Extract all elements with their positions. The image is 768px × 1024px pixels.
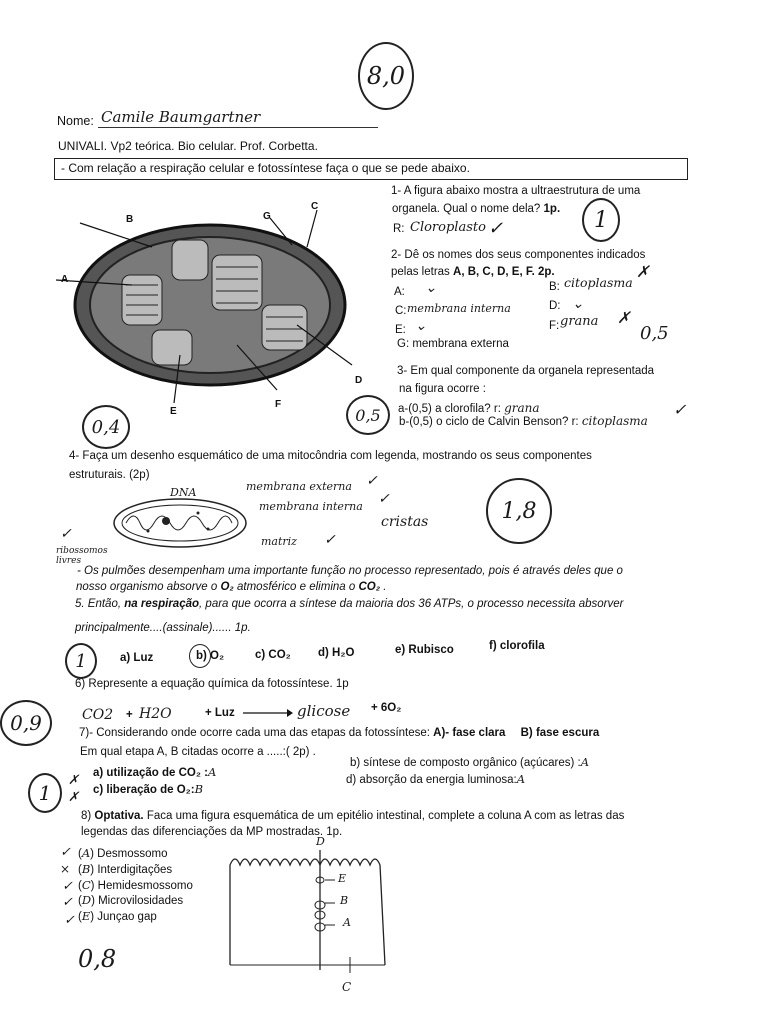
name-label: Nome: (57, 114, 94, 128)
q8-mark-3: ✓ (62, 879, 73, 894)
q4-line2: estruturais. (2p) (69, 469, 150, 481)
instruction-text: - Com relação a respiração celular e fotossíntese faça o que se pede abaixo. (61, 161, 470, 175)
q2-figure-score-value: 0,4 (91, 416, 121, 438)
q2-f-label: F: (549, 320, 560, 332)
q1-score-value: 1 (594, 207, 608, 233)
fig1-label-a: A (61, 274, 69, 285)
q6-title: 6) Represente a equação química da fotossíntese. 1p (75, 678, 349, 690)
passage-line1: - Os pulmões desempenham uma importante função no processo representado, pois é através deles que o (77, 565, 623, 577)
epithelium-label-c: C (342, 980, 352, 994)
q2-c-answer: membrana interna (407, 302, 511, 315)
q4-score-value: 1,8 (501, 498, 537, 524)
q1-score (582, 198, 620, 242)
q4-label-cristae: cristas (381, 514, 429, 530)
name-underline (98, 127, 378, 128)
q2-c-label: C: (395, 305, 407, 317)
q8-item-3: (C) Hemidesmossomo (78, 878, 193, 892)
q7-d (346, 772, 525, 786)
q3-score (346, 395, 390, 435)
q8-item-4: (D) Microvilosidades (78, 893, 184, 907)
q6-glucose: glicose (297, 702, 351, 720)
passage-co2: CO₂ (358, 581, 381, 593)
q3-line2: na figura ocorre : (399, 383, 486, 395)
q4-line1: 4- Faça um desenho esquemático de uma mitocôndria com legenda, mostrando os seus componentes (69, 450, 592, 462)
q5-bold: na respiração (124, 598, 200, 610)
q3-a-label: a-(0,5) a clorofila? r: (398, 403, 501, 415)
q2-d-mark: ⌄ (572, 296, 584, 312)
q1-answer-label: R: (393, 223, 405, 235)
q4-checkmark-4: ✓ (60, 526, 72, 542)
student-name: Camile Baumgartner (101, 108, 261, 126)
q6-arrow (243, 708, 293, 718)
q4-label-matrix: matriz (261, 535, 297, 548)
q4-label-dna: DNA (170, 486, 197, 499)
q8-mark-4: ✓ (62, 895, 73, 910)
q7-c-text: c) liberação de O₂: (93, 784, 195, 796)
q5-line2: principalmente....(assinale)...... 1p. (75, 622, 251, 634)
fig1-label-c: C (311, 201, 319, 212)
q2-b-answer: citoplasma (564, 275, 633, 290)
q2-line2 (391, 266, 555, 278)
q8-item-3-letter: C (81, 878, 91, 892)
q1-checkmark: ✓ (488, 218, 504, 239)
q3-line1: 3- Em qual componente da organela representada (397, 365, 655, 377)
q6-luz: + Luz (205, 707, 235, 719)
q8-item-5-text: ) Junçao gap (90, 911, 157, 923)
q5-line1 (75, 598, 623, 610)
passage-line2 (76, 581, 386, 593)
q8-item-1-letter: A (81, 846, 91, 860)
q6-co2: CO2 (82, 707, 114, 723)
q2-e-mark: ⌄ (415, 318, 427, 334)
q7-c-answer: B (194, 782, 204, 796)
q2-letters: A, B, C, D, E, F. 2p. (453, 266, 555, 278)
total-grade-value: 8,0 (366, 62, 406, 90)
q4-checkmark-1: ✓ (366, 473, 378, 489)
q6-score-value: 0,9 (10, 711, 42, 735)
q8-line2: legendas das diferenciações da MP mostradas. 1p. (81, 826, 343, 838)
q8-item-2-text: ) Interdigitações (90, 864, 173, 876)
fig1-label-b: B (126, 214, 134, 225)
epithelium-drawing (225, 845, 395, 975)
q7-phase-b: B) fase escura (520, 727, 600, 739)
q7-a-answer: A (208, 765, 217, 779)
instruction-box (54, 158, 688, 180)
q8-mark-2: × (60, 862, 71, 876)
passage-line2-text: nosso organismo absorve o (76, 581, 221, 593)
q8-mark-5: ✓ (64, 913, 75, 928)
q5-score (65, 643, 97, 679)
q3-checkmark: ✓ (673, 400, 687, 419)
q7-mark-a: ✗ (68, 773, 79, 788)
q1-answer: Cloroplasto (410, 220, 486, 235)
passage-line2-end: . (380, 581, 387, 593)
q7-score (28, 773, 62, 813)
q5-option-b-circle (189, 644, 211, 668)
q3-a-answer: grana (504, 401, 540, 415)
q1-points: 1p. (543, 203, 561, 215)
epithelium-label-a: A (343, 916, 351, 929)
q7-b (350, 755, 589, 769)
q2-d-label: D: (549, 300, 561, 312)
q5-line1-text: 5. Então, (75, 598, 125, 610)
q2-a-mark: ⌄ (425, 280, 437, 296)
q5-line1-post: , para que ocorra a síntese da maioria dos 36 ATPs, o processo necessita absorver (199, 598, 624, 610)
q8-item-1: (A) Desmossomo (78, 846, 168, 860)
passage-line2-mid: atmosférico e elimina o (233, 581, 359, 593)
q6-h2o: H2O (139, 706, 172, 722)
q3-b-label: b-(0,5) o ciclo de Calvin Benson? r: (399, 416, 579, 428)
mitochondria-drawing (108, 495, 258, 555)
q1-line2-text: organela. Qual o nome dela? (392, 203, 544, 215)
q2-f-mark: ✗ (617, 308, 631, 327)
fig1-label-e: E (170, 406, 177, 417)
q3-a (398, 401, 540, 415)
q5-option-b: b) O₂ (196, 650, 225, 662)
q2-b-label: B: (549, 281, 560, 293)
q4-checkmark-2: ✓ (378, 491, 390, 507)
q3-score-value: 0,5 (355, 405, 381, 425)
q7-line1-text: 7)- Considerando onde ocorre cada uma das etapas da fotossíntese: (79, 727, 434, 739)
q8-mark-1: ✓ (60, 845, 71, 860)
fig1-label-g: G (263, 211, 271, 222)
q4-score (486, 478, 552, 544)
q8-item-1-text: ) Desmossomo (90, 848, 168, 860)
q2-f-answer: grana (560, 314, 599, 329)
q7-d-text: d) absorção da energia luminosa: (346, 774, 517, 786)
q1-line2 (392, 203, 560, 215)
q2-score: 0,5 (640, 323, 669, 344)
q8-item-2-letter: B (81, 862, 91, 876)
q4-label-outer: membrana externa (246, 480, 352, 493)
q3-b (399, 414, 648, 428)
epithelium-label-d: D (316, 835, 325, 848)
q7-score-value: 1 (38, 781, 52, 805)
total-grade (358, 42, 414, 110)
q8-optional: Optativa. (94, 810, 144, 822)
q8-score: 0,8 (78, 945, 117, 973)
q2-e-label: E: (395, 324, 406, 336)
q2-line2-text: pelas letras (391, 266, 454, 278)
q7-b-answer: A (580, 755, 590, 769)
q2-a: A: (394, 286, 405, 298)
q8-item-4-text: ) Microvilosidades (91, 895, 184, 907)
q7-a-text: a) utilização de CO₂ : (93, 767, 209, 779)
q5-option-d: d) H₂O (318, 647, 355, 659)
q2-line1: 2- Dê os nomes dos seus componentes indicados (391, 249, 646, 261)
q5-score-value: 1 (75, 650, 87, 672)
epithelium-label-e: E (338, 872, 347, 885)
q8-item-3-text: ) Hemidesmossomo (90, 880, 193, 892)
q4-label-ribosomes: ribossomos livres (56, 546, 108, 566)
q6-plus: + (126, 709, 133, 721)
chloroplast-figure (62, 205, 362, 405)
q8-line1 (81, 810, 624, 822)
course-line: UNIVALI. Vp2 teórica. Bio celular. Prof. Corbetta. (58, 139, 318, 153)
q1-line1: 1- A figura abaixo mostra a ultraestrutura de uma (391, 185, 641, 197)
q4-label-inner: membrana interna (259, 500, 363, 513)
q7-b-text: b) síntese de composto orgânico (açúcares) : (350, 757, 581, 769)
q8-line1-text: 8) (81, 810, 95, 822)
q5-option-e: e) Rubisco (395, 644, 454, 656)
q7-mark-c: ✗ (68, 790, 79, 805)
q3-b-answer: citoplasma (581, 414, 648, 428)
q7-a (93, 765, 216, 779)
q2-b-mark: ✗ (636, 262, 650, 281)
q8-item-2: (B) Interdigitações (78, 862, 173, 876)
q2-g: G: membrana externa (397, 338, 509, 350)
q5-option-a: a) Luz (120, 652, 154, 664)
fig1-label-f: F (275, 399, 282, 410)
q4-checkmark-3: ✓ (324, 532, 336, 548)
passage-o2: O₂ (220, 581, 234, 593)
q7-line1 (79, 727, 599, 739)
q7-phase-a: A)- fase clara (433, 727, 506, 739)
q2-figure-score (82, 405, 130, 449)
q8-line1-post: Faca uma figura esquemática de um epitélio intestinal, complete a coluna A com as letras das (143, 810, 625, 822)
q8-item-5-letter: E (81, 909, 91, 923)
q8-item-4-letter: D (81, 893, 92, 907)
epithelium-label-b: B (340, 894, 349, 907)
q5-option-f: f) clorofila (489, 640, 545, 652)
q6-score (0, 700, 52, 746)
fig1-label-d: D (355, 375, 363, 386)
q7-d-answer: A (516, 772, 525, 786)
q8-item-5: (E) Junçao gap (78, 909, 157, 923)
q7-c (93, 782, 203, 796)
q5-option-c: c) CO₂ (255, 649, 291, 661)
q7-line2: Em qual etapa A, B citadas ocorre a .....:( 2p) . (80, 746, 316, 758)
q6-o2: + 6O₂ (371, 702, 402, 714)
